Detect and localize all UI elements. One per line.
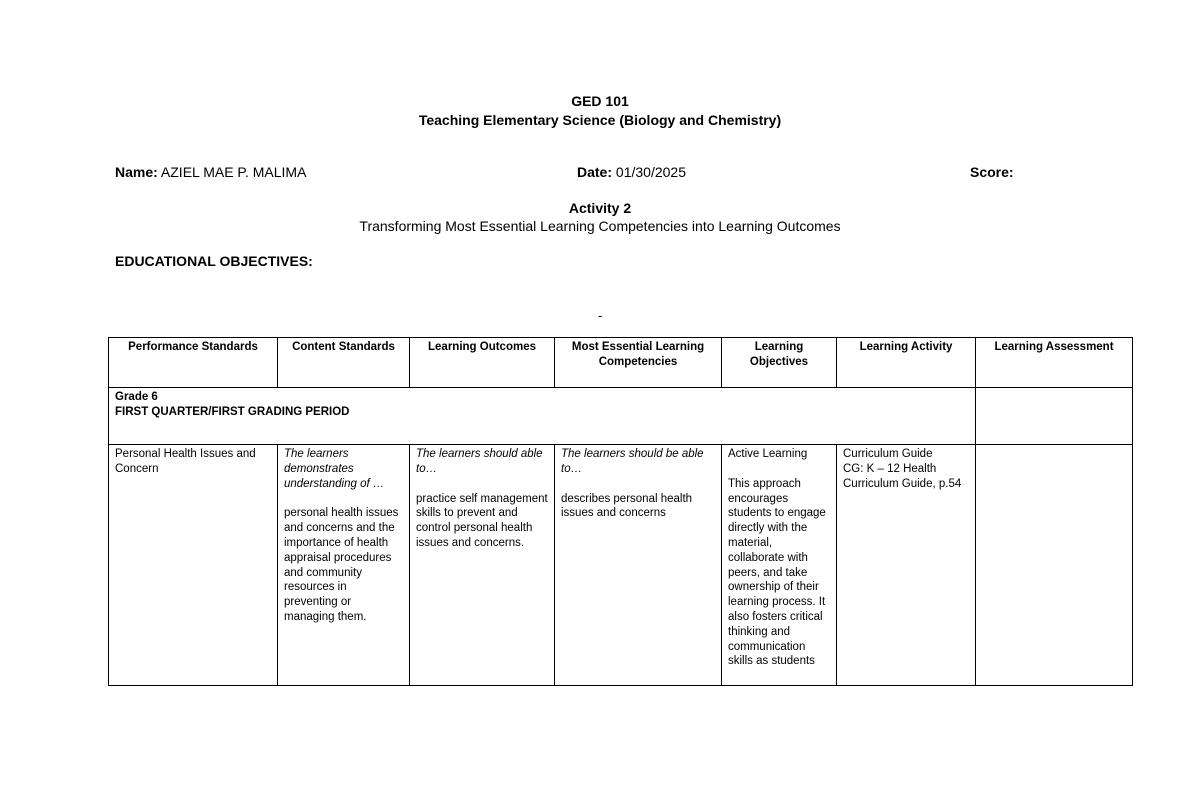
- objectives-body: This approach encourages students to engage directly with the material, collaborate with peers, and take ownership of their learning process. It also fosters critical thinking and communication skills as students: [728, 477, 826, 668]
- competency-table: [108, 337, 1133, 686]
- header-content-standards: Content Standards: [278, 338, 410, 388]
- section-heading: EDUCATIONAL OBJECTIVES:: [115, 253, 313, 269]
- outcomes-intro: The learners should able to…: [416, 448, 543, 475]
- objectives-title: Active Learning: [728, 448, 808, 460]
- name-field: [115, 164, 306, 180]
- activity-cell: [837, 445, 976, 686]
- objectives-cell: [722, 445, 837, 686]
- table-header-row: [109, 338, 1133, 388]
- header-melc: Most Essential Learning Competencies: [555, 338, 722, 388]
- date-value: 01/30/2025: [615, 164, 686, 180]
- header-learning-outcomes: Learning Outcomes: [410, 338, 555, 388]
- dash-mark: -: [598, 308, 603, 323]
- content-body: personal health issues and concerns and the importance of health appraisal procedures and community resources in preventing or managing them.: [284, 507, 399, 623]
- grade-row-empty-cell: [976, 388, 1133, 445]
- grade-row: [109, 388, 1133, 445]
- course-code: GED 101: [571, 93, 629, 109]
- date-label: Date:: [577, 164, 613, 180]
- header-learning-objectives: Learning Objectives: [722, 338, 837, 388]
- course-title: Teaching Elementary Science (Biology and Chemistry): [418, 112, 782, 128]
- activity-line2: CG: K – 12 Health Curriculum Guide, p.54: [843, 462, 962, 490]
- header-learning-activity: Learning Activity: [837, 338, 976, 388]
- content-cell: [278, 445, 410, 686]
- period-label: FIRST QUARTER/FIRST GRADING PERIOD: [115, 405, 350, 418]
- outcomes-body: practice self management skills to prevent and control personal health issues and concerns.: [416, 492, 548, 549]
- name-value: AZIEL MAE P. MALIMA: [160, 164, 307, 180]
- grade-cell: [109, 388, 976, 445]
- grade-label: Grade 6: [115, 391, 158, 403]
- melc-intro: The learners should be able to…: [561, 448, 704, 475]
- score-label: Score:: [970, 164, 1014, 180]
- activity-line1: Curriculum Guide: [843, 448, 933, 460]
- score-field: [970, 164, 1014, 180]
- name-label: Name:: [115, 164, 158, 180]
- melc-cell: [555, 445, 722, 686]
- performance-text: Personal Health Issues and Concern: [115, 448, 256, 475]
- activity-subtitle: Transforming Most Essential Learning Competencies into Learning Outcomes: [359, 218, 841, 234]
- content-intro: The learners demonstrates understanding of …: [284, 448, 385, 490]
- outcomes-cell: [410, 445, 555, 686]
- assessment-cell: [976, 445, 1133, 686]
- header-performance-standards: Performance Standards: [109, 338, 278, 388]
- header-learning-assessment: Learning Assessment: [976, 338, 1133, 388]
- activity-title: Activity 2: [568, 200, 632, 216]
- table-row: [109, 445, 1133, 686]
- melc-body: describes personal health issues and concerns: [561, 492, 693, 520]
- performance-cell: [109, 445, 278, 686]
- date-field: [577, 164, 686, 180]
